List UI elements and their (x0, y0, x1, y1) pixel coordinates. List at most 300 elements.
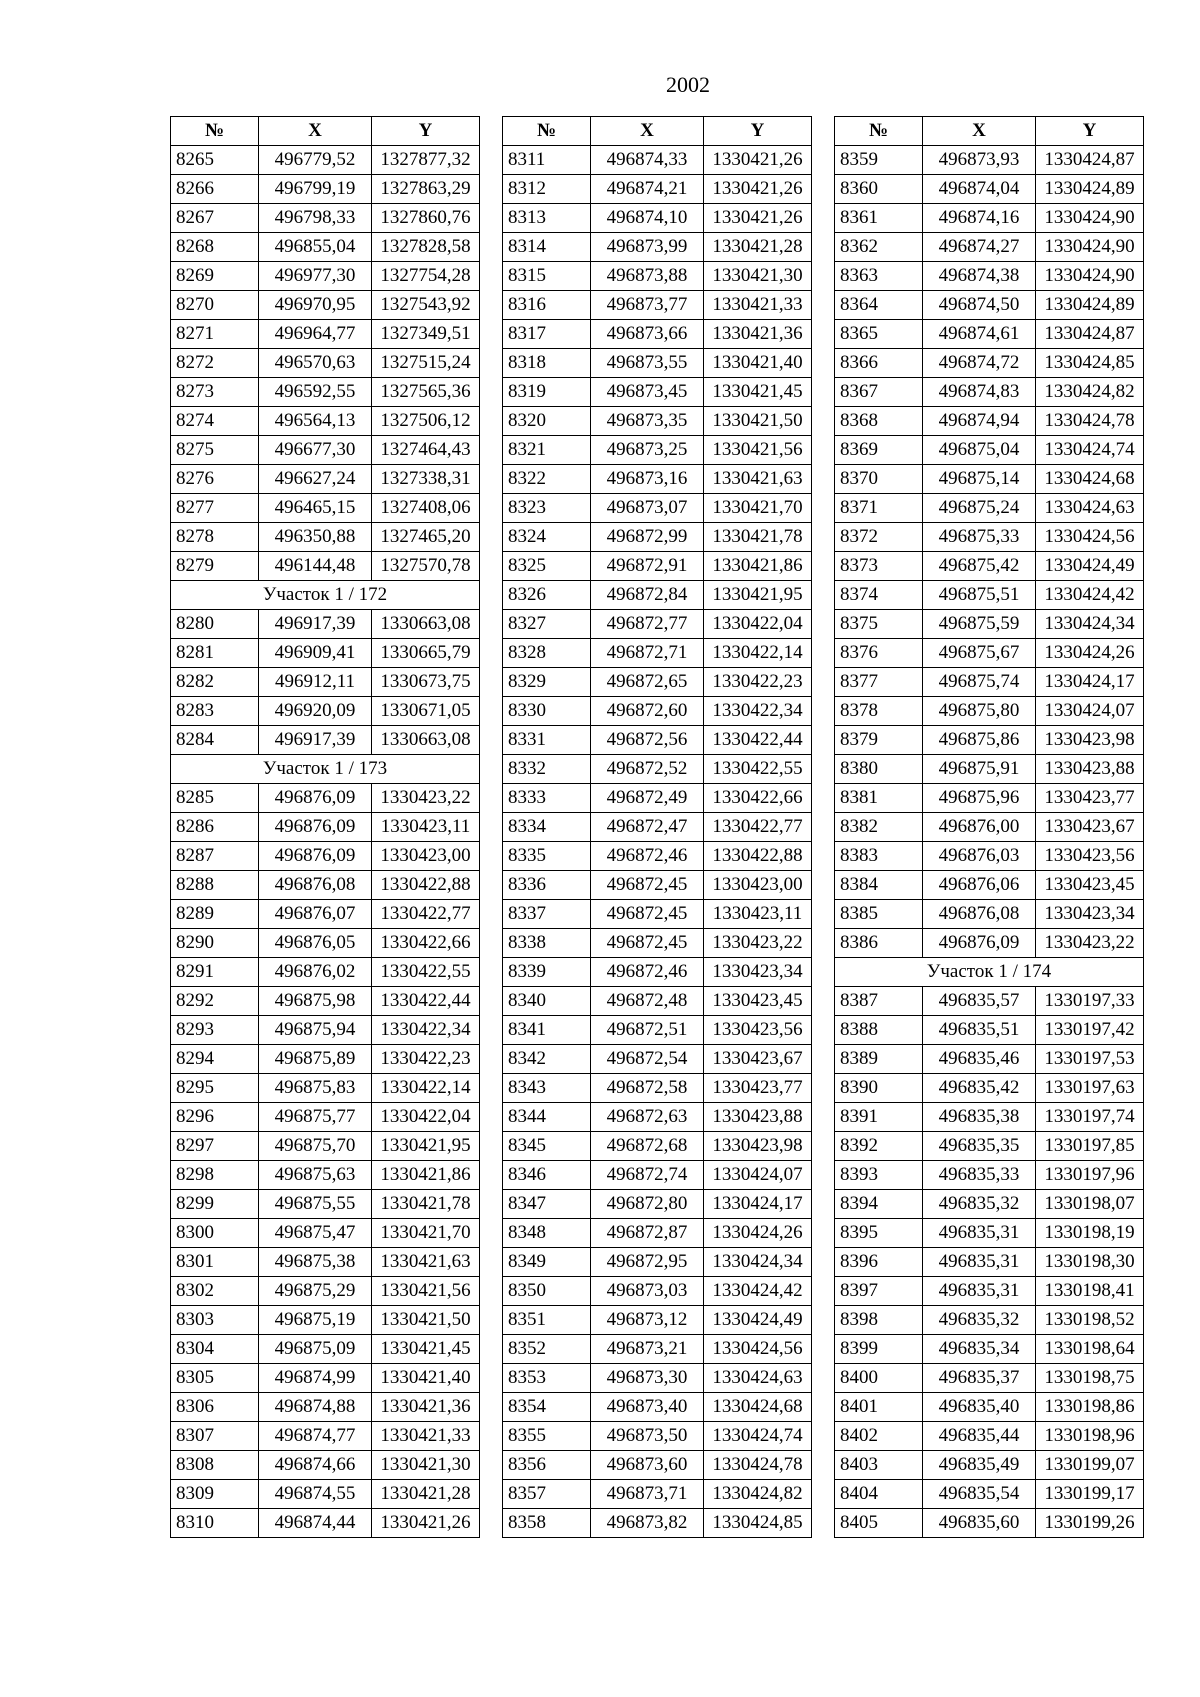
table-row (835, 291, 1144, 320)
x-coordinate-cell: 496874,83 (923, 378, 1036, 407)
y-coordinate-cell: 1330424,82 (704, 1480, 812, 1509)
y-coordinate-cell: 1330422,23 (372, 1045, 480, 1074)
x-coordinate-cell: 496874,04 (923, 175, 1036, 204)
table-row (503, 1509, 812, 1538)
x-coordinate-cell: 496875,19 (259, 1306, 372, 1335)
y-coordinate-cell: 1330421,86 (704, 552, 812, 581)
table-row (171, 668, 480, 697)
y-coordinate-cell: 1330198,19 (1036, 1219, 1144, 1248)
point-number-cell: 8350 (503, 1277, 591, 1306)
table-header-row (835, 117, 1144, 146)
table-row (503, 987, 812, 1016)
x-coordinate-cell: 496875,80 (923, 697, 1036, 726)
point-number-cell: 8384 (835, 871, 923, 900)
y-coordinate-cell: 1330421,45 (704, 378, 812, 407)
table-row (835, 1103, 1144, 1132)
section-heading: Участок 1 / 174 (835, 958, 1144, 987)
y-coordinate-cell: 1330422,34 (372, 1016, 480, 1045)
y-coordinate-cell: 1330421,70 (704, 494, 812, 523)
y-coordinate-cell: 1330424,87 (1036, 146, 1144, 175)
point-number-cell: 8334 (503, 813, 591, 842)
point-number-cell: 8269 (171, 262, 259, 291)
y-coordinate-cell: 1330421,78 (704, 523, 812, 552)
x-coordinate-cell: 496876,09 (259, 842, 372, 871)
point-number-cell: 8344 (503, 1103, 591, 1132)
table-row (835, 581, 1144, 610)
table-row (835, 1016, 1144, 1045)
y-coordinate-cell: 1330422,04 (372, 1103, 480, 1132)
section-heading: Участок 1 / 172 (171, 581, 480, 610)
point-number-cell: 8279 (171, 552, 259, 581)
x-coordinate-cell: 496835,49 (923, 1451, 1036, 1480)
table-row (171, 1509, 480, 1538)
point-number-cell: 8362 (835, 233, 923, 262)
table-row (835, 1161, 1144, 1190)
table-row (503, 1480, 812, 1509)
point-number-cell: 8294 (171, 1045, 259, 1074)
point-number-cell: 8299 (171, 1190, 259, 1219)
table-row (835, 436, 1144, 465)
table-row (171, 1393, 480, 1422)
y-coordinate-cell: 1330421,33 (704, 291, 812, 320)
x-coordinate-cell: 496874,72 (923, 349, 1036, 378)
table-row (503, 349, 812, 378)
point-number-cell: 8391 (835, 1103, 923, 1132)
column-header-y: Y (372, 117, 480, 146)
x-coordinate-cell: 496873,82 (591, 1509, 704, 1538)
table-row (171, 987, 480, 1016)
point-number-cell: 8306 (171, 1393, 259, 1422)
table-row (171, 697, 480, 726)
y-coordinate-cell: 1330424,87 (1036, 320, 1144, 349)
point-number-cell: 8301 (171, 1248, 259, 1277)
table-row (171, 1190, 480, 1219)
y-coordinate-cell: 1330421,28 (372, 1480, 480, 1509)
x-coordinate-cell: 496876,02 (259, 958, 372, 987)
x-coordinate-cell: 496872,56 (591, 726, 704, 755)
y-coordinate-cell: 1330197,53 (1036, 1045, 1144, 1074)
point-number-cell: 8369 (835, 436, 923, 465)
point-number-cell: 8379 (835, 726, 923, 755)
point-number-cell: 8267 (171, 204, 259, 233)
y-coordinate-cell: 1330424,85 (704, 1509, 812, 1538)
table-row (171, 1219, 480, 1248)
x-coordinate-cell: 496872,46 (591, 958, 704, 987)
x-coordinate-cell: 496872,48 (591, 987, 704, 1016)
table-row (503, 262, 812, 291)
point-number-cell: 8345 (503, 1132, 591, 1161)
y-coordinate-cell: 1330424,63 (1036, 494, 1144, 523)
table-row (503, 1190, 812, 1219)
y-coordinate-cell: 1330424,63 (704, 1364, 812, 1393)
point-number-cell: 8383 (835, 842, 923, 871)
point-number-cell: 8274 (171, 407, 259, 436)
y-coordinate-cell: 1330424,17 (704, 1190, 812, 1219)
y-coordinate-cell: 1330421,78 (372, 1190, 480, 1219)
table-row (171, 610, 480, 639)
table-row (835, 900, 1144, 929)
y-coordinate-cell: 1327863,29 (372, 175, 480, 204)
x-coordinate-cell: 496876,08 (259, 871, 372, 900)
y-coordinate-cell: 1327565,36 (372, 378, 480, 407)
y-coordinate-cell: 1330422,14 (704, 639, 812, 668)
x-coordinate-cell: 496872,65 (591, 668, 704, 697)
y-coordinate-cell: 1330424,90 (1036, 204, 1144, 233)
y-coordinate-cell: 1327570,78 (372, 552, 480, 581)
table-row (835, 465, 1144, 494)
table-row (171, 175, 480, 204)
table-row (171, 784, 480, 813)
table-row (835, 1335, 1144, 1364)
point-number-cell: 8314 (503, 233, 591, 262)
x-coordinate-cell: 496873,99 (591, 233, 704, 262)
x-coordinate-cell: 496872,46 (591, 842, 704, 871)
point-number-cell: 8310 (171, 1509, 259, 1538)
table-row (503, 726, 812, 755)
y-coordinate-cell: 1330421,40 (704, 349, 812, 378)
x-coordinate-cell: 496872,74 (591, 1161, 704, 1190)
y-coordinate-cell: 1327877,32 (372, 146, 480, 175)
point-number-cell: 8385 (835, 900, 923, 929)
x-coordinate-cell: 496592,55 (259, 378, 372, 407)
y-coordinate-cell: 1330421,45 (372, 1335, 480, 1364)
point-number-cell: 8349 (503, 1248, 591, 1277)
y-coordinate-cell: 1330424,78 (1036, 407, 1144, 436)
table-row (171, 436, 480, 465)
x-coordinate-cell: 496835,35 (923, 1132, 1036, 1161)
table-row (503, 320, 812, 349)
y-coordinate-cell: 1330424,34 (704, 1248, 812, 1277)
x-coordinate-cell: 496874,27 (923, 233, 1036, 262)
table-header-row (503, 117, 812, 146)
y-coordinate-cell: 1330423,56 (1036, 842, 1144, 871)
point-number-cell: 8396 (835, 1248, 923, 1277)
point-number-cell: 8277 (171, 494, 259, 523)
y-coordinate-cell: 1330421,33 (372, 1422, 480, 1451)
table-row (503, 755, 812, 784)
x-coordinate-cell: 496875,91 (923, 755, 1036, 784)
point-number-cell: 8282 (171, 668, 259, 697)
x-coordinate-cell: 496872,45 (591, 871, 704, 900)
point-number-cell: 8313 (503, 204, 591, 233)
table-row (835, 146, 1144, 175)
table-row (835, 1364, 1144, 1393)
y-coordinate-cell: 1330423,67 (704, 1045, 812, 1074)
y-coordinate-cell: 1330422,44 (704, 726, 812, 755)
x-coordinate-cell: 496835,32 (923, 1306, 1036, 1335)
table-row (835, 842, 1144, 871)
coordinates-table-1 (170, 116, 480, 1538)
y-coordinate-cell: 1327828,58 (372, 233, 480, 262)
point-number-cell: 8325 (503, 552, 591, 581)
y-coordinate-cell: 1327408,06 (372, 494, 480, 523)
point-number-cell: 8326 (503, 581, 591, 610)
x-coordinate-cell: 496875,67 (923, 639, 1036, 668)
x-coordinate-cell: 496875,33 (923, 523, 1036, 552)
table-row (835, 204, 1144, 233)
y-coordinate-cell: 1330197,42 (1036, 1016, 1144, 1045)
x-coordinate-cell: 496875,77 (259, 1103, 372, 1132)
y-coordinate-cell: 1330421,95 (704, 581, 812, 610)
point-number-cell: 8322 (503, 465, 591, 494)
x-coordinate-cell: 496873,25 (591, 436, 704, 465)
point-number-cell: 8278 (171, 523, 259, 552)
x-coordinate-cell: 496875,63 (259, 1161, 372, 1190)
table-row (503, 1422, 812, 1451)
y-coordinate-cell: 1330424,89 (1036, 175, 1144, 204)
x-coordinate-cell: 496873,35 (591, 407, 704, 436)
table-row (835, 233, 1144, 262)
point-number-cell: 8402 (835, 1422, 923, 1451)
point-number-cell: 8335 (503, 842, 591, 871)
table-row (171, 813, 480, 842)
column-header-x: X (591, 117, 704, 146)
x-coordinate-cell: 496872,71 (591, 639, 704, 668)
point-number-cell: 8283 (171, 697, 259, 726)
x-coordinate-cell: 496875,83 (259, 1074, 372, 1103)
table-row (503, 871, 812, 900)
x-coordinate-cell: 496876,09 (923, 929, 1036, 958)
x-coordinate-cell: 496779,52 (259, 146, 372, 175)
point-number-cell: 8353 (503, 1364, 591, 1393)
x-coordinate-cell: 496964,77 (259, 320, 372, 349)
table-row (171, 494, 480, 523)
x-coordinate-cell: 496874,94 (923, 407, 1036, 436)
point-number-cell: 8367 (835, 378, 923, 407)
x-coordinate-cell: 496876,08 (923, 900, 1036, 929)
y-coordinate-cell: 1330422,23 (704, 668, 812, 697)
point-number-cell: 8275 (171, 436, 259, 465)
table-row (835, 1219, 1144, 1248)
point-number-cell: 8321 (503, 436, 591, 465)
point-number-cell: 8276 (171, 465, 259, 494)
x-coordinate-cell: 496144,48 (259, 552, 372, 581)
x-coordinate-cell: 496970,95 (259, 291, 372, 320)
table-row (835, 639, 1144, 668)
y-coordinate-cell: 1330422,66 (372, 929, 480, 958)
y-coordinate-cell: 1330421,30 (704, 262, 812, 291)
table-row (503, 1306, 812, 1335)
table-row (171, 842, 480, 871)
x-coordinate-cell: 496875,14 (923, 465, 1036, 494)
point-number-cell: 8390 (835, 1074, 923, 1103)
y-coordinate-cell: 1330424,07 (1036, 697, 1144, 726)
y-coordinate-cell: 1330197,33 (1036, 987, 1144, 1016)
point-number-cell: 8380 (835, 755, 923, 784)
y-coordinate-cell: 1330421,28 (704, 233, 812, 262)
table-row (503, 639, 812, 668)
point-number-cell: 8323 (503, 494, 591, 523)
y-coordinate-cell: 1330199,17 (1036, 1480, 1144, 1509)
y-coordinate-cell: 1330424,74 (704, 1422, 812, 1451)
table-row (503, 1103, 812, 1132)
x-coordinate-cell: 496874,66 (259, 1451, 372, 1480)
x-coordinate-cell: 496873,88 (591, 262, 704, 291)
table-row (171, 552, 480, 581)
table-row (503, 1074, 812, 1103)
x-coordinate-cell: 496835,31 (923, 1248, 1036, 1277)
x-coordinate-cell: 496873,03 (591, 1277, 704, 1306)
x-coordinate-cell: 496874,38 (923, 262, 1036, 291)
y-coordinate-cell: 1330423,00 (704, 871, 812, 900)
point-number-cell: 8270 (171, 291, 259, 320)
x-coordinate-cell: 496875,04 (923, 436, 1036, 465)
x-coordinate-cell: 496977,30 (259, 262, 372, 291)
point-number-cell: 8290 (171, 929, 259, 958)
point-number-cell: 8281 (171, 639, 259, 668)
table-row (171, 465, 480, 494)
x-coordinate-cell: 496872,63 (591, 1103, 704, 1132)
table-row (503, 552, 812, 581)
table-row (835, 987, 1144, 1016)
y-coordinate-cell: 1330671,05 (372, 697, 480, 726)
point-number-cell: 8272 (171, 349, 259, 378)
y-coordinate-cell: 1330421,26 (704, 204, 812, 233)
x-coordinate-cell: 496874,50 (923, 291, 1036, 320)
table-row (835, 1045, 1144, 1074)
table-row (171, 262, 480, 291)
y-coordinate-cell: 1330424,89 (1036, 291, 1144, 320)
y-coordinate-cell: 1330421,70 (372, 1219, 480, 1248)
point-number-cell: 8329 (503, 668, 591, 697)
y-coordinate-cell: 1330424,07 (704, 1161, 812, 1190)
y-coordinate-cell: 1330424,78 (704, 1451, 812, 1480)
point-number-cell: 8295 (171, 1074, 259, 1103)
point-number-cell: 8359 (835, 146, 923, 175)
table-row (503, 1277, 812, 1306)
x-coordinate-cell: 496875,86 (923, 726, 1036, 755)
point-number-cell: 8372 (835, 523, 923, 552)
point-number-cell: 8378 (835, 697, 923, 726)
section-heading: Участок 1 / 173 (171, 755, 480, 784)
y-coordinate-cell: 1330423,98 (704, 1132, 812, 1161)
table-row (835, 1190, 1144, 1219)
point-number-cell: 8266 (171, 175, 259, 204)
table-row (171, 378, 480, 407)
table-row (503, 1364, 812, 1393)
y-coordinate-cell: 1330424,34 (1036, 610, 1144, 639)
y-coordinate-cell: 1330423,77 (1036, 784, 1144, 813)
table-row (835, 1306, 1144, 1335)
column-header-x: X (259, 117, 372, 146)
table-row (835, 523, 1144, 552)
x-coordinate-cell: 496876,00 (923, 813, 1036, 842)
x-coordinate-cell: 496917,39 (259, 726, 372, 755)
y-coordinate-cell: 1330199,07 (1036, 1451, 1144, 1480)
x-coordinate-cell: 496873,30 (591, 1364, 704, 1393)
y-coordinate-cell: 1330424,56 (704, 1335, 812, 1364)
point-number-cell: 8288 (171, 871, 259, 900)
coordinates-table-3 (834, 116, 1144, 1538)
y-coordinate-cell: 1330665,79 (372, 639, 480, 668)
y-coordinate-cell: 1330424,26 (1036, 639, 1144, 668)
y-coordinate-cell: 1330424,56 (1036, 523, 1144, 552)
y-coordinate-cell: 1327465,20 (372, 523, 480, 552)
x-coordinate-cell: 496875,94 (259, 1016, 372, 1045)
point-number-cell: 8287 (171, 842, 259, 871)
point-number-cell: 8388 (835, 1016, 923, 1045)
y-coordinate-cell: 1330423,11 (372, 813, 480, 842)
y-coordinate-cell: 1327543,92 (372, 291, 480, 320)
table-row (835, 1451, 1144, 1480)
y-coordinate-cell: 1327754,28 (372, 262, 480, 291)
point-number-cell: 8399 (835, 1335, 923, 1364)
point-number-cell: 8392 (835, 1132, 923, 1161)
table-row (835, 262, 1144, 291)
table-row (503, 1132, 812, 1161)
x-coordinate-cell: 496875,24 (923, 494, 1036, 523)
x-coordinate-cell: 496855,04 (259, 233, 372, 262)
x-coordinate-cell: 496798,33 (259, 204, 372, 233)
point-number-cell: 8347 (503, 1190, 591, 1219)
table-row (835, 1393, 1144, 1422)
point-number-cell: 8284 (171, 726, 259, 755)
point-number-cell: 8327 (503, 610, 591, 639)
point-number-cell: 8389 (835, 1045, 923, 1074)
y-coordinate-cell: 1330199,26 (1036, 1509, 1144, 1538)
table-row (171, 1016, 480, 1045)
y-coordinate-cell: 1330424,17 (1036, 668, 1144, 697)
point-number-cell: 8271 (171, 320, 259, 349)
table-row (835, 929, 1144, 958)
table-row (835, 784, 1144, 813)
point-number-cell: 8405 (835, 1509, 923, 1538)
x-coordinate-cell: 496873,40 (591, 1393, 704, 1422)
point-number-cell: 8386 (835, 929, 923, 958)
y-coordinate-cell: 1330424,49 (1036, 552, 1144, 581)
table-row (835, 320, 1144, 349)
table-row (835, 175, 1144, 204)
column-header-x: X (923, 117, 1036, 146)
x-coordinate-cell: 496872,51 (591, 1016, 704, 1045)
table-row (835, 378, 1144, 407)
x-coordinate-cell: 496835,40 (923, 1393, 1036, 1422)
y-coordinate-cell: 1330422,88 (372, 871, 480, 900)
x-coordinate-cell: 496875,38 (259, 1248, 372, 1277)
point-number-cell: 8328 (503, 639, 591, 668)
column-header-y: Y (704, 117, 812, 146)
point-number-cell: 8381 (835, 784, 923, 813)
point-number-cell: 8293 (171, 1016, 259, 1045)
y-coordinate-cell: 1330198,96 (1036, 1422, 1144, 1451)
point-number-cell: 8403 (835, 1451, 923, 1480)
x-coordinate-cell: 496917,39 (259, 610, 372, 639)
point-number-cell: 8265 (171, 146, 259, 175)
table-row (171, 871, 480, 900)
y-coordinate-cell: 1330198,30 (1036, 1248, 1144, 1277)
y-coordinate-cell: 1330421,95 (372, 1132, 480, 1161)
x-coordinate-cell: 496872,95 (591, 1248, 704, 1277)
x-coordinate-cell: 496873,12 (591, 1306, 704, 1335)
table-row (171, 900, 480, 929)
y-coordinate-cell: 1330421,40 (372, 1364, 480, 1393)
point-number-cell: 8324 (503, 523, 591, 552)
y-coordinate-cell: 1327464,43 (372, 436, 480, 465)
point-number-cell: 8285 (171, 784, 259, 813)
table-row (503, 668, 812, 697)
table-row (171, 929, 480, 958)
y-coordinate-cell: 1327515,24 (372, 349, 480, 378)
point-number-cell: 8397 (835, 1277, 923, 1306)
point-number-cell: 8280 (171, 610, 259, 639)
y-coordinate-cell: 1330197,85 (1036, 1132, 1144, 1161)
table-row (171, 523, 480, 552)
y-coordinate-cell: 1330424,42 (704, 1277, 812, 1306)
point-number-cell: 8395 (835, 1219, 923, 1248)
table-row (503, 523, 812, 552)
y-coordinate-cell: 1330198,07 (1036, 1190, 1144, 1219)
x-coordinate-cell: 496835,46 (923, 1045, 1036, 1074)
